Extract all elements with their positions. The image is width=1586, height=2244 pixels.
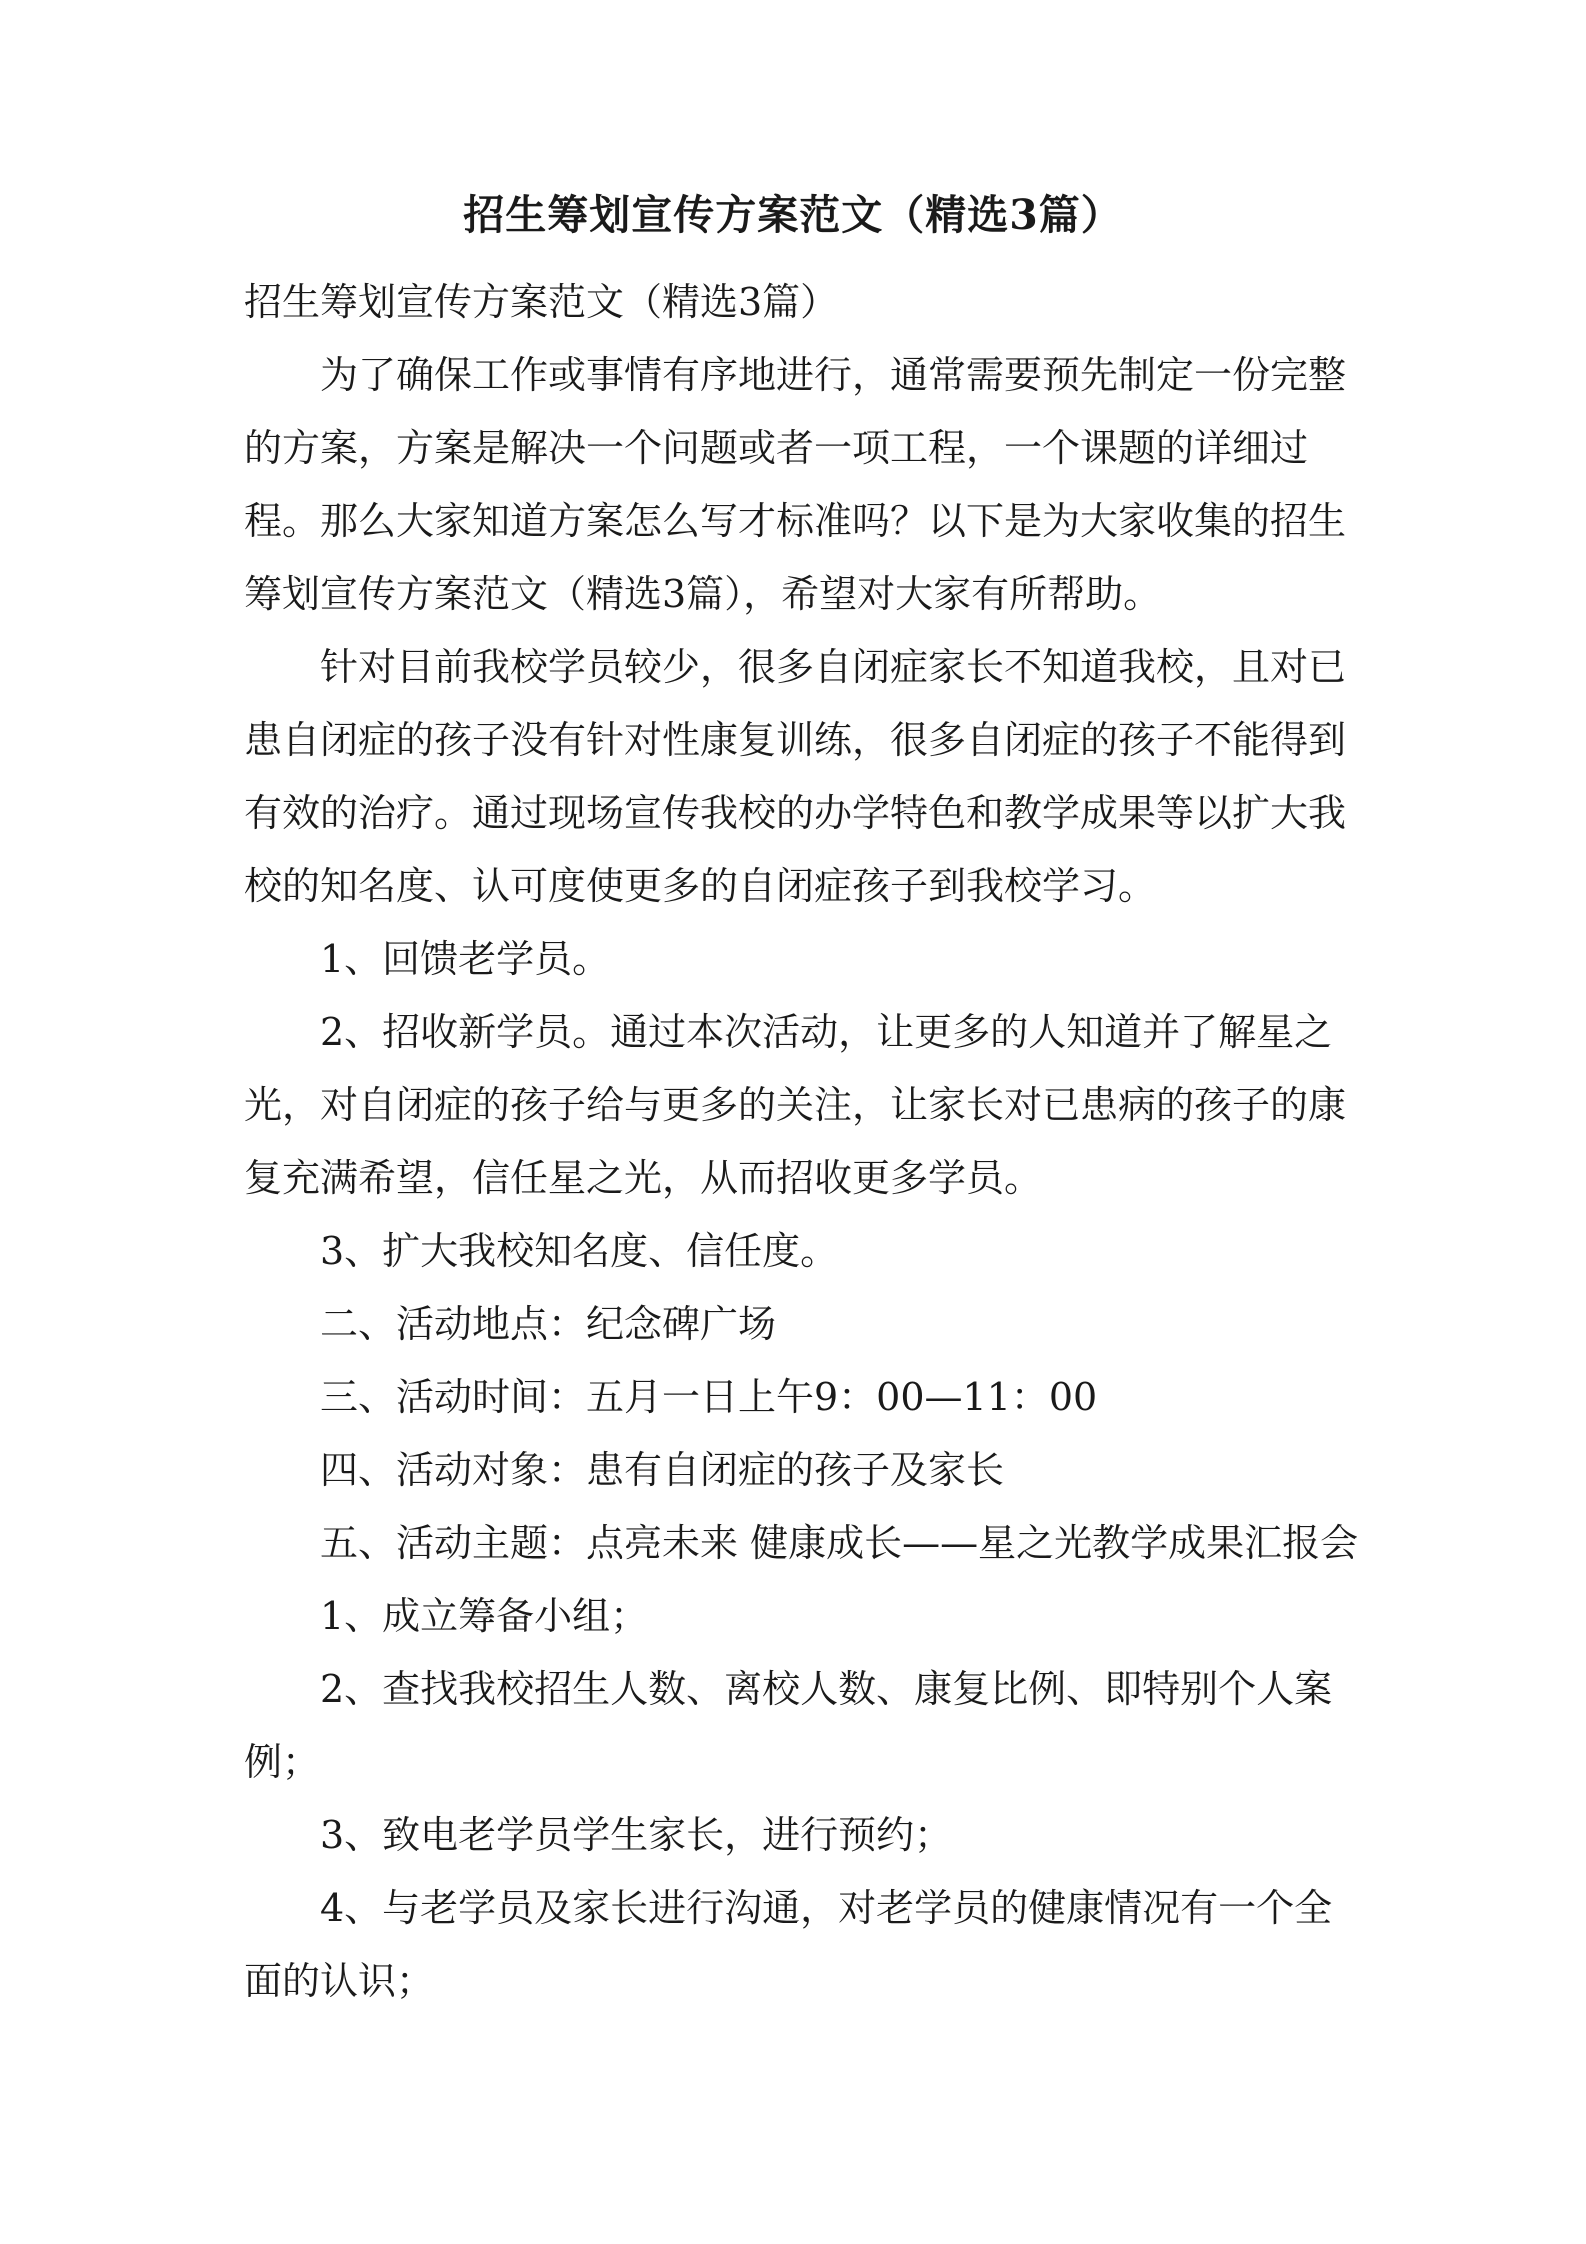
paragraph-step-3: 3、致电老学员学生家长，进行预约；: [320, 1813, 953, 1857]
paragraph-goal-1: 1、回馈老学员。: [320, 937, 611, 981]
paragraph-audience: 四、活动对象：患有自闭症的孩子及家长: [320, 1448, 1005, 1492]
paragraph-time: 三、活动时间：五月一日上午9：00—11：00: [320, 1375, 1098, 1419]
paragraph-location: 二、活动地点：纪念碑广场: [320, 1302, 777, 1346]
paragraph-theme: 五、活动主题：点亮未来 健康成长——星之光教学成果汇报会: [320, 1521, 1359, 1565]
paragraph-goal-3: 3、扩大我校知名度、信任度。: [320, 1229, 839, 1273]
document-subtitle: 招生筹划宣传方案范文（精选3篇）: [244, 280, 839, 324]
paragraph-step-4: 4、与老学员及家长进行沟通，对老学员的健康情况有一个全面的认识；: [244, 1886, 1333, 2003]
paragraph-intro: 为了确保工作或事情有序地进行，通常需要预先制定一份完整的方案，方案是解决一个问题或者一项工程，一个课题的详细过程。那么大家知道方案怎么写才标准吗？以下是为大家收集的招生筹划宣传方案范文（精选3篇），希望对大家有所帮助。: [244, 353, 1347, 616]
paragraph-goal-2: 2、招收新学员。通过本次活动，让更多的人知道并了解星之光，对自闭症的孩子给与更多的关注，让家长对已患病的孩子的康复充满希望，信任星之光，从而招收更多学员。: [244, 1010, 1347, 1200]
document-title: 招生筹划宣传方案范文（精选3篇）: [463, 191, 1123, 239]
document-body: [244, 266, 1364, 2018]
paragraph-step-2: 2、查找我校招生人数、离校人数、康复比例、即特别个人案例；: [244, 1667, 1333, 1784]
paragraph-background: 针对目前我校学员较少，很多自闭症家长不知道我校，且对已患自闭症的孩子没有针对性康复训练，很多自闭症的孩子不能得到有效的治疗。通过现场宣传我校的办学特色和教学成果等以扩大我校的知名度、认可度使更多的自闭症孩子到我校学习。: [244, 645, 1347, 908]
paragraph-step-1: 1、成立筹备小组；: [320, 1594, 649, 1638]
